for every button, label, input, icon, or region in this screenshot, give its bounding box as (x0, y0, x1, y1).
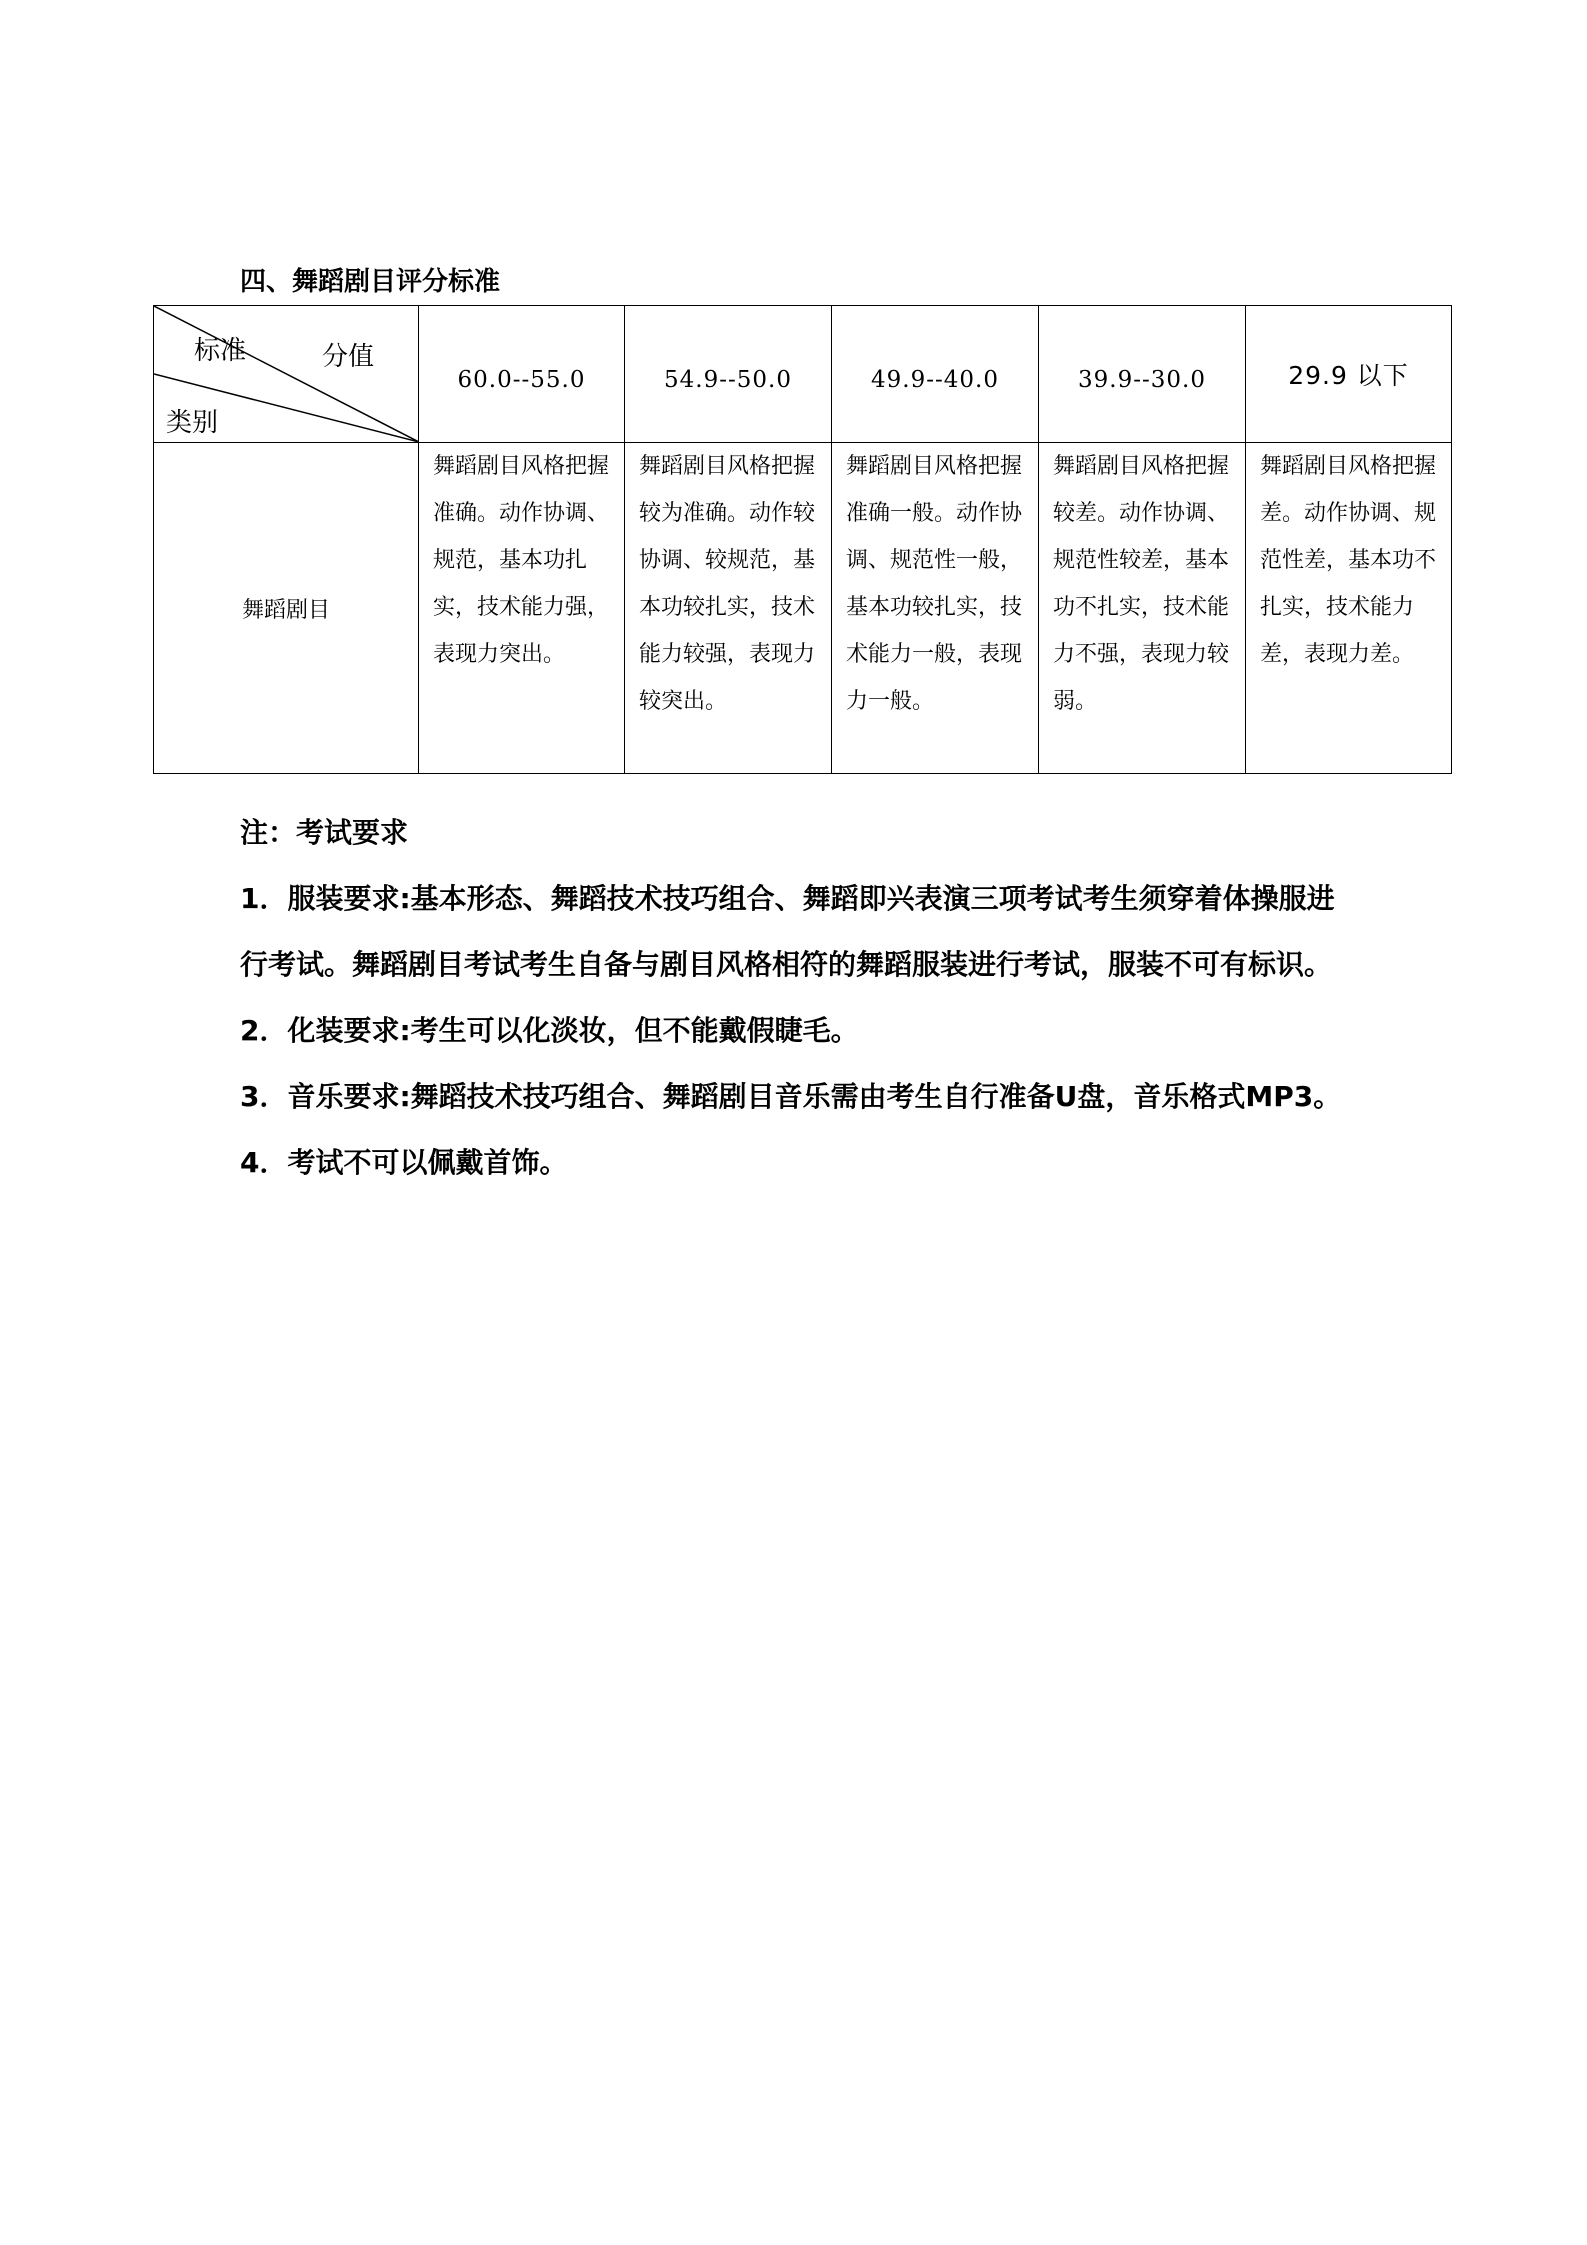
diagonal-header-cell (154, 306, 419, 443)
header-category-label: 类别 (166, 408, 219, 438)
score-range-5: 29.9 以下 (1246, 306, 1452, 443)
scoring-table (153, 305, 1452, 774)
note-item-3: 3．音乐要求:舞蹈技术技巧组合、舞蹈剧目音乐需由考生自行准备U盘，音乐格式MP3。 (240, 1080, 1342, 1113)
score-range-4: 39.9--30.0 (1039, 306, 1246, 443)
header-standard-label: 标准 (194, 336, 247, 366)
notes-heading: 注：考试要求 (240, 816, 409, 849)
score-range-1: 60.0--55.0 (419, 306, 625, 443)
table-header-row (154, 306, 1452, 443)
note-item-4: 4．考试不可以佩戴首饰。 (240, 1146, 568, 1179)
table-row (154, 443, 1452, 774)
description-cell-1: 舞蹈剧目风格把握准确。动作协调、规范，基本功扎实，技术能力强，表现力突出。 (419, 443, 625, 774)
section-title: 四、舞蹈剧目评分标准 (240, 267, 501, 297)
note-item-1: 1．服装要求:基本形态、舞蹈技术技巧组合、舞蹈即兴表演三项考试考生须穿着体操服进行考试。舞蹈剧目考试考生自备与剧目风格相符的舞蹈服装进行考试，服装不可有标识。 (240, 882, 1335, 981)
category-cell: 舞蹈剧目 (154, 443, 419, 774)
description-cell-3: 舞蹈剧目风格把握准确一般。动作协调、规范性一般，基本功较扎实，技术能力一般，表现力一般。 (832, 443, 1039, 774)
note-item-2: 2．化装要求:考生可以化淡妆，但不能戴假睫毛。 (240, 1014, 859, 1047)
exam-notes (240, 800, 1350, 1196)
header-score-label: 分值 (322, 342, 375, 372)
score-range-2: 54.9--50.0 (625, 306, 832, 443)
description-cell-2: 舞蹈剧目风格把握较为准确。动作较协调、较规范，基本功较扎实，技术能力较强，表现力较突出。 (625, 443, 832, 774)
score-range-3: 49.9--40.0 (832, 306, 1039, 443)
description-cell-5: 舞蹈剧目风格把握差。动作协调、规范性差，基本功不扎实，技术能力差，表现力差。 (1246, 443, 1452, 774)
description-cell-4: 舞蹈剧目风格把握较差。动作协调、规范性较差，基本功不扎实，技术能力不强，表现力较弱。 (1039, 443, 1246, 774)
